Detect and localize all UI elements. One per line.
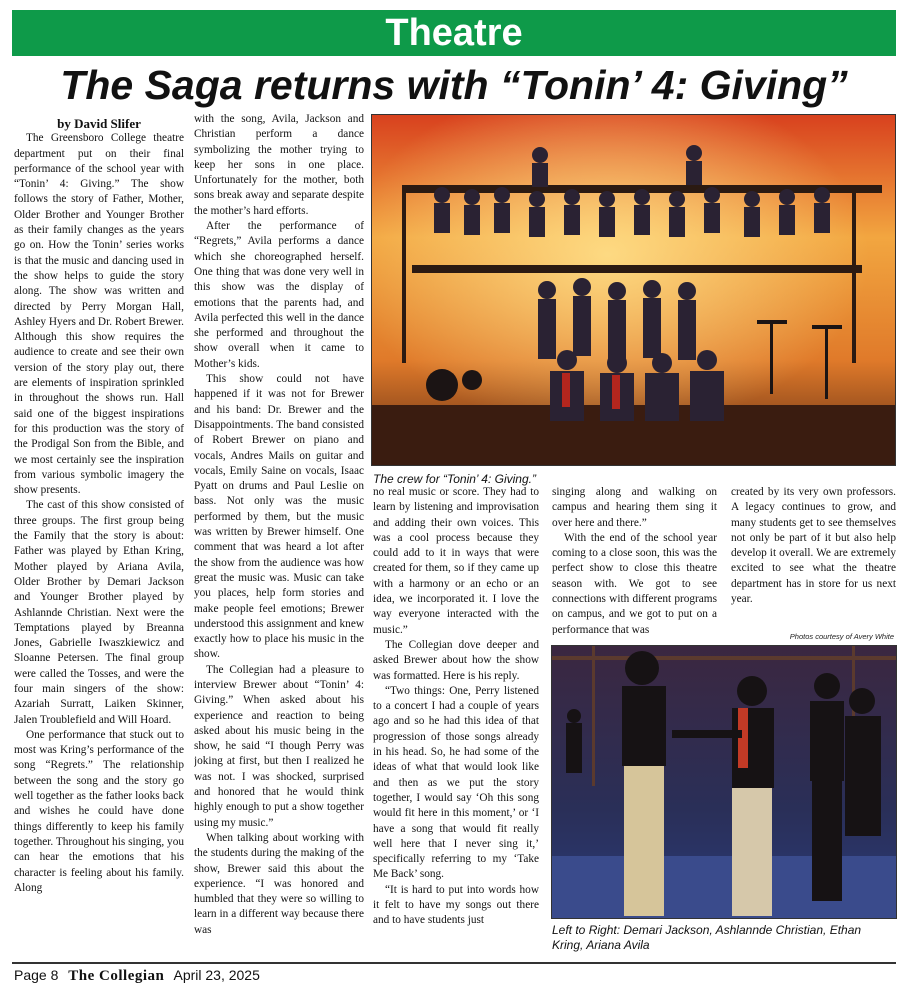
paragraph: One performance that stuck out to most was Kring’s performance of the song “Regrets.” The relationship between the song and the story go well together as the father looks back and wishes he could have done things differently to keep his family together. Throughout his singing, you can hear the emotions that his character is feeling about his family. Along (14, 728, 184, 894)
crew-photo (371, 114, 896, 466)
paragraph: The cast of this show consisted of three groups. The first group being the Family that the story is about: Father was played by Ethan Kring, Mother played by Ariana Avila, Older Brother by Demari Jackson and Younger Brother played by Ashlannde Christian. Next were the Temptations played by Breanna Jones, Gabrielle Iwaszkiewicz and Sloanne Petersen. The final group were called the Tosses, and were the four main singers of the show: Azariah Surratt, Laiken Skinner, Jalen Troublefield and Will Hoard. (14, 499, 184, 726)
paragraph: singing along and walking on campus and hearing them sing it over here and there.” (552, 486, 717, 529)
article-column-3 (373, 485, 539, 958)
article-column-2 (194, 112, 364, 958)
article-column-1 (14, 116, 184, 958)
crew-photo-image (372, 115, 895, 465)
photo-credit: Photos courtesy of Avery White (789, 632, 894, 641)
paragraph: “It is hard to put into words how it felt to have my songs out there and to have students just (373, 883, 539, 927)
article-column-4 (552, 485, 717, 635)
paragraph: With the end of the school year coming to a close soon, this was the perfect show to close this theatre season with. We got to see connections with different programs on campus, and we got to put on a performance that was (552, 531, 717, 635)
paragraph: with the song, Avila, Jackson and Christian perform a dance symbolizing the mother trying to keep her sons in one place. Unfortunately for the mother, both sons break away and separate despite the mother’s hard efforts. (194, 113, 364, 217)
footer-rule (12, 962, 896, 964)
paragraph: The Collegian dove deeper and asked Brewer about how the show was formatted. Here is his reply. (373, 638, 539, 682)
paragraph: The Collegian had a pleasure to interview Brewer about “Tonin’ 4: Giving.” When asked about his experience and reaction to being asked about his music being in the show, he said “I though Perry was joking at first, but then I realized he was not. I was shocked, surprised and honored that he would think highly enough to put a show together using my music.” (194, 663, 364, 829)
byline: by David Slifer (57, 116, 141, 131)
page-number: Page 8 (14, 967, 59, 983)
cast-photo (551, 645, 897, 919)
paragraph: no real music or score. They had to learn by listening and improvisation and adding their own voices. This was a cool process because they could add to it in ways that were created for them, so if they came up with a harmony or an echo or an idea, we incorporated it. I love the way everyone interacted with the music.” (373, 486, 539, 636)
page-footer (14, 965, 260, 985)
issue-date: April 23, 2025 (173, 967, 260, 983)
crew-photo-caption: The crew for “Tonin’ 4: Giving.” (373, 472, 536, 486)
cast-photo-caption: Left to Right: Demari Jackson, Ashlannde Christian, Ethan Kring, Ariana Avila (552, 923, 862, 952)
paragraph: When talking about working with the students during the making of the show, Brewer said this about the experience. “I was honored and humbled that they were so willing to learn in a different way because there was (194, 831, 364, 936)
paragraph: “Two things: One, Perry listened to a concert I had a couple of years ago and so he had this idea of that progression of those songs already in his head. So, he had some of the ideas of what that would look like and then as we put the story together, I would say ‘Oh this song would fit here in this moment,’ or ‘I have a song that would fit really well here that I never sing it,’ specifically referring to my ‘Take Me Back’ song. (373, 684, 539, 881)
article-headline: The Saga returns with “Tonin’ 4: Giving” (60, 62, 848, 108)
masthead: The Collegian (68, 968, 165, 984)
cast-photo-image (552, 646, 896, 918)
paragraph: After the performance of “Regrets,” Avila performs a dance which she choreographed herself. One thing that was done very well in this show was the display of emotions that the parents had, and Avila perfected this well in the dance she performed and throughout the show overall when it came to Mother’s kids. (194, 220, 364, 370)
paragraph: The Greensboro College theatre department put on their final performance of the school year with “Tonin’ 4: Giving.” The show follows the story of Father, Mother, Older Brother and Younger Brother as their family changes as the years go on. How the Tonin’ series works is that the music and dancing used in the show helps to guide the story along. The show was written and directed by Perry Morgan Hall, Ashley Hyers and Dr. Robert Brewer. Although this show requires the audience to create and see their own version of the story play out, there are elements of inspiration sprinkled in throughout the shows run. Hall said one of the biggest inspirations for this production was the story of the Prodigal Son from the Bible, and we most certainly see the inspiration from various symbolic imagery the show presents. (14, 132, 184, 497)
section-banner: Theatre (12, 10, 896, 56)
paragraph: created by its very own professors. A legacy continues to grow, and many students get to see themselves not only be part of it but also help develop it overall. We are extremely excited to see what the theatre department has in store for us next year. (731, 486, 896, 606)
article-column-5 (731, 485, 896, 625)
paragraph: This show could not have happened if it was not for Brewer and his band: Dr. Brewer and the Disappointments. The band consisted of Robert Brewer on piano and vocals, Andres Mails on guitar and vocals, Emily Saine on vocals, Isaac Pyatt on drums and Paul Leslie on bass. Not only was the music performed by them, but the music was written by Brewer himself. One comment that was heard a lot after the show from the audience was how great the music was. Music can take you places, help form stories and make people feel emotions; Brewer understood this assignment and knew exactly how to place his music in the show. (194, 373, 364, 661)
